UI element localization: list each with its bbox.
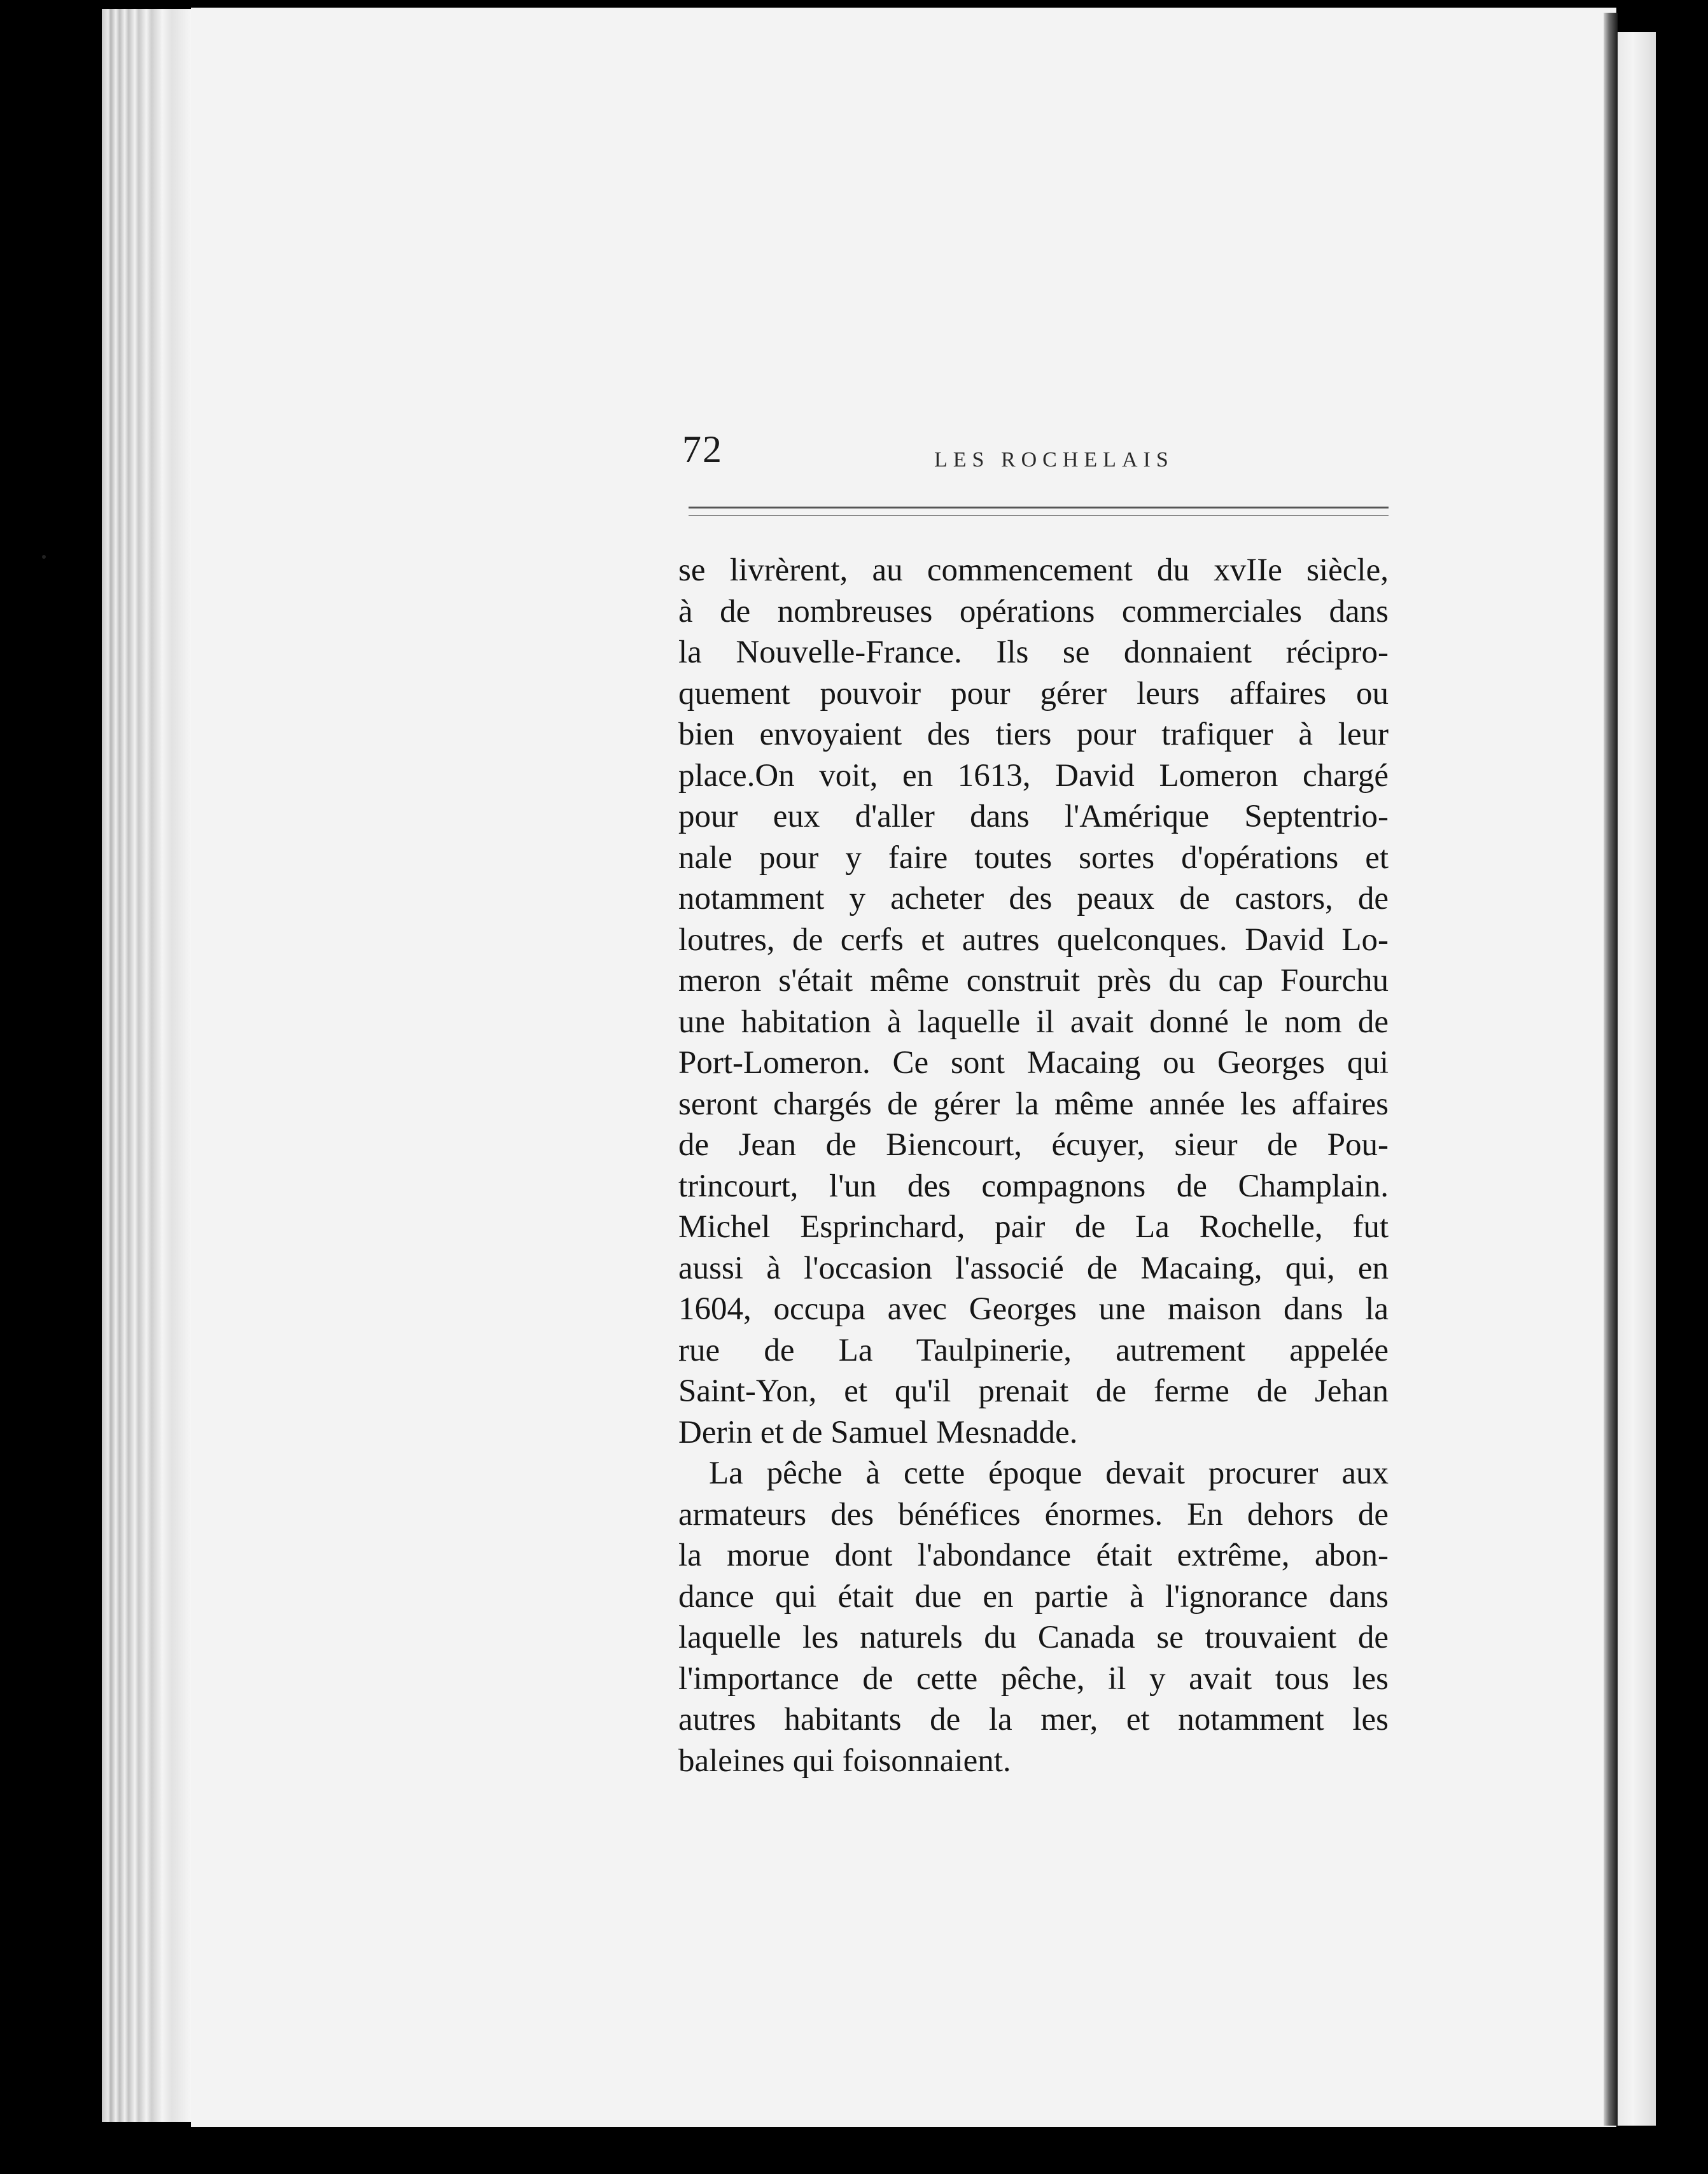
text-line: Port-Lomeron. Ce sont Macaing ou Georges qui (678, 1045, 1389, 1081)
page-number: 72 (682, 428, 723, 470)
scan-border-right (1656, 0, 1708, 2174)
text-line: de Jean de Biencourt, écuyer, sieur de Pou- (678, 1127, 1389, 1163)
binding-gutter (1604, 13, 1618, 2126)
text-line: quement pouvoir pour gérer leurs affaires ou (678, 675, 1389, 712)
text-line: La pêche à cette époque devait procurer aux (709, 1455, 1389, 1491)
text-line: autres habitants de la mer, et notamment les (678, 1702, 1389, 1737)
text-line: baleines qui foisonnaient. (678, 1743, 1011, 1779)
text-line: bien envoyaient des tiers pour trafiquer à leur (678, 717, 1389, 752)
paragraph-1 (678, 550, 1389, 1453)
text-line: 1604, occupa avec Georges une maison dans la (678, 1291, 1389, 1327)
paragraph-2 (678, 1453, 1389, 1781)
text-line: notamment y acheter des peaux de castors, de (678, 881, 1389, 916)
text-line: rue de La Taulpinerie, autrement appelée (678, 1332, 1389, 1368)
text-line: la Nouvelle-France. Ils se donnaient récipro- (678, 635, 1389, 670)
text-line: la morue dont l'abondance était extrême, abon- (678, 1538, 1389, 1573)
text-line: Saint-Yon, et qu'il prenait de ferme de Jehan (678, 1373, 1389, 1409)
text-line: trincourt, l'un des compagnons de Champlain. (678, 1168, 1389, 1204)
text-line: une habitation à laquelle il avait donné le nom de (678, 1004, 1389, 1040)
running-title: LES ROCHELAIS (934, 448, 1174, 472)
text-line: laquelle les naturels du Canada se trouvaient de (678, 1620, 1389, 1655)
header-rule (689, 507, 1389, 508)
text-line: place.On voit, en 1613, David Lomeron chargé (678, 757, 1389, 794)
running-head (682, 428, 1389, 485)
header-rule-secondary (689, 515, 1389, 516)
text-line: dance qui était due en partie à l'ignorance dans (678, 1578, 1389, 1615)
text-line: pour eux d'aller dans l'Amérique Septentrio- (678, 799, 1389, 834)
text-line: seront chargés de gérer la même année les affaires (678, 1086, 1389, 1122)
scan-border-bottom (0, 2129, 1708, 2174)
text-line: l'importance de cette pêche, il y avait tous les (678, 1660, 1389, 1697)
text-line: se livrèrent, au commencement du xvIIe siècle, (678, 552, 1389, 588)
text-line: meron s'était même construit près du cap Fourchu (678, 963, 1389, 999)
text-line: à de nombreuses opérations commerciales dans (678, 593, 1389, 629)
text-line: loutres, de cerfs et autres quelconques. David Lo- (678, 922, 1389, 958)
text-line: aussi à l'occasion l'associé de Macaing, qui, en (678, 1250, 1389, 1286)
text-line: armateurs des bénéfices énormes. En dehors de (678, 1496, 1389, 1532)
dust-speck (42, 555, 46, 559)
body-text (678, 550, 1389, 1781)
text-line: nale pour y faire toutes sortes d'opérations et (678, 839, 1389, 876)
facing-page-edge (1618, 32, 1656, 2126)
text-line: Michel Esprinchard, pair de La Rochelle, fut (678, 1209, 1389, 1245)
text-line: Derin et de Samuel Mesnadde. (678, 1414, 1078, 1450)
